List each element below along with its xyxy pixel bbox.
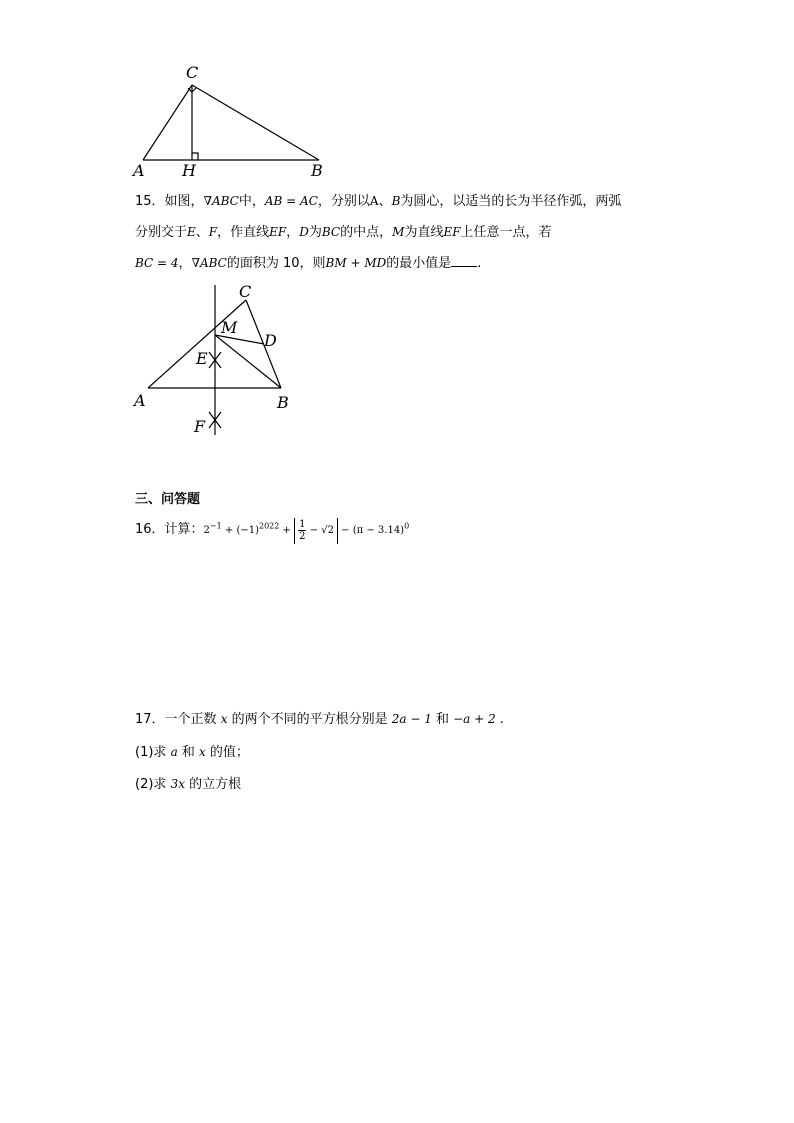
label-b: B <box>277 393 289 412</box>
q15-point: E <box>187 225 196 239</box>
segment-ac <box>143 85 192 160</box>
label-f: F <box>194 417 206 436</box>
q17-expression: 3x <box>170 777 185 791</box>
q17-part2 <box>135 775 241 794</box>
q17-text: 的两个不同的平方根分别是 <box>227 712 392 727</box>
q15-line3 <box>135 254 481 273</box>
q15-text: 分别交于 <box>135 225 188 240</box>
q15-text: 上任意一点，若 <box>460 225 552 240</box>
q15-text: ，分别以 <box>317 194 370 209</box>
q15-text: 中， <box>238 194 265 209</box>
q17-text: (2)求 <box>135 777 171 792</box>
q15-triangle: ∇ABC <box>203 194 239 208</box>
q15-text: 、 <box>378 194 392 209</box>
q15-equation: BC = 4 <box>135 256 179 270</box>
figure-right-triangle <box>125 60 335 180</box>
section-title: 三、问答题 <box>135 492 201 507</box>
q17-line <box>135 710 504 729</box>
q15-text: 为 <box>308 225 322 240</box>
q15-line2 <box>135 223 552 242</box>
label-m: M <box>221 318 238 337</box>
q16-expression <box>203 518 410 542</box>
q15-text: 、 <box>195 225 209 240</box>
q17-variable: x <box>198 745 206 759</box>
q17-text: 的立方根 <box>184 777 242 792</box>
q16-absolute-value <box>294 518 338 544</box>
q15-point: A <box>369 194 379 208</box>
label-a: A <box>134 391 146 410</box>
label-h: H <box>182 161 196 180</box>
q16-line <box>135 516 409 544</box>
q15-text: ， <box>178 256 192 271</box>
label-b: B <box>311 161 323 180</box>
q15-text: 的最小值是 <box>386 256 452 271</box>
q16-exponent: −1 <box>209 521 222 531</box>
q15-point: B <box>391 194 401 208</box>
q15-text: 为直线 <box>404 225 444 240</box>
q15-point: F <box>208 225 218 239</box>
q17-variable: a <box>170 745 178 759</box>
q16-exponent: 2022 <box>259 521 280 531</box>
q17-text: 的值； <box>205 745 249 760</box>
q15-text: 如图， <box>164 194 204 209</box>
q17-text: (1)求 <box>135 745 171 760</box>
q15-equation: AB = AC <box>264 194 318 208</box>
q15-text: . <box>477 256 482 271</box>
q17-text: . <box>495 712 504 727</box>
q16-term: 2 <box>203 525 210 536</box>
q15-text: ，作直线 <box>217 225 270 240</box>
q15-text: 的中点， <box>340 225 393 240</box>
q15-triangle: ∇ABC <box>191 256 227 270</box>
q16-exponent: 0 <box>404 521 410 531</box>
q17-text: 和 <box>431 712 454 727</box>
q15-segment-bc: BC <box>321 225 341 239</box>
q17-part1 <box>135 743 249 762</box>
q16-term: − √2 <box>306 524 334 536</box>
segment-ac <box>148 300 246 388</box>
q17-variable: x <box>220 712 228 726</box>
q16-term: + <box>279 525 295 536</box>
q16-fraction-den: 2 <box>299 530 306 542</box>
q17-text: 一个正数 <box>164 712 221 727</box>
q15-text: ， <box>286 225 300 240</box>
q16-number: 16．计算： <box>135 522 204 537</box>
q15-number: 15． <box>135 194 165 209</box>
label-c: C <box>239 282 252 301</box>
q15-line1 <box>135 192 621 211</box>
q15-line-ef: EF <box>443 225 461 239</box>
answer-blank[interactable] <box>451 254 477 267</box>
label-d: D <box>264 331 277 350</box>
right-angle-mark-h <box>192 153 198 160</box>
q17-number: 17． <box>135 712 165 727</box>
q15-point: D <box>299 225 309 239</box>
label-c: C <box>186 63 199 82</box>
q17-text: 和 <box>177 745 199 760</box>
q16-term: − (π − 3.14) <box>337 525 405 536</box>
q15-expression: BM + MD <box>325 256 387 270</box>
q15-text: 的面积为 10，则 <box>226 256 326 271</box>
label-a: A <box>133 161 145 180</box>
q17-expression: 2a − 1 <box>391 712 432 726</box>
q16-term: + (−1) <box>221 525 259 536</box>
segment-cb <box>192 85 319 160</box>
q15-point: M <box>392 225 405 239</box>
q16-fraction-num: 1 <box>299 518 306 530</box>
figure-triangle-bisector <box>128 280 308 440</box>
q17-expression: −a + 2 <box>453 712 496 726</box>
label-e: E <box>196 349 208 368</box>
q15-line-ef: EF <box>269 225 287 239</box>
q15-text: 为圆心，以适当的长为半径作弧，两弧 <box>400 194 622 209</box>
